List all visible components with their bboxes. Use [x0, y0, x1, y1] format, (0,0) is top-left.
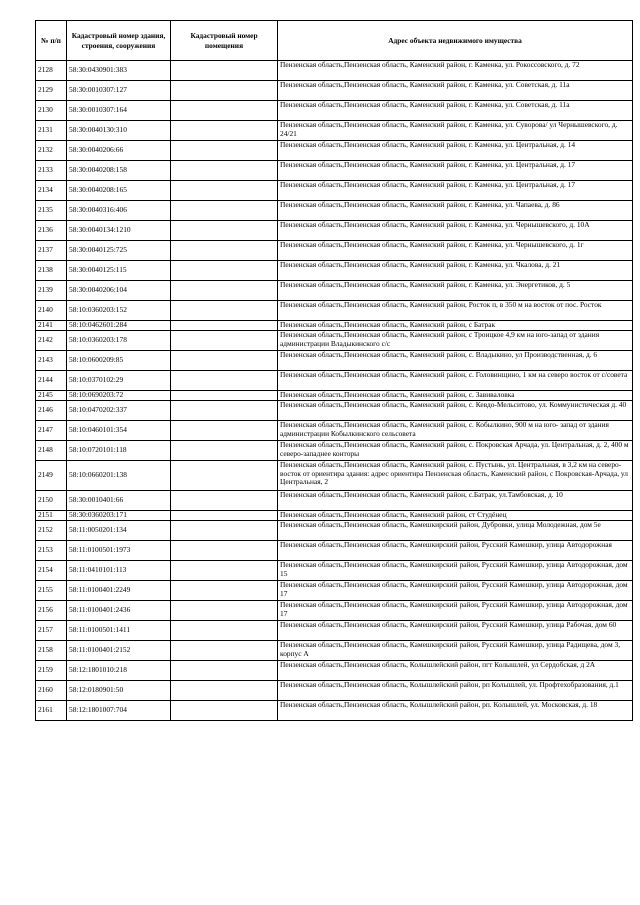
room-cadastral-number: [171, 101, 278, 121]
row-number: 2132: [36, 141, 67, 161]
table-row: [36, 141, 633, 161]
property-address: Пензенская область,Пензенская область, Камешкирский район, Русский Камешкир, улица Автодорожная: [278, 541, 633, 561]
table-row: [36, 351, 633, 371]
table-row: [36, 681, 633, 701]
room-cadastral-number: [171, 391, 278, 401]
room-cadastral-number: [171, 521, 278, 541]
property-address: Пензенская область,Пензенская область, Каменский район, с.Батрак, ул.Тамбовская, д. 10: [278, 491, 633, 511]
row-number: 2146: [36, 401, 67, 421]
table-row: [36, 101, 633, 121]
building-cadastral-number: 58:30:0040130:310: [67, 121, 171, 141]
building-cadastral-number: 58:12:0180901:50: [67, 681, 171, 701]
property-address: Пензенская область,Пензенская область, Каменский район, с. Завиваловка: [278, 391, 633, 401]
room-cadastral-number: [171, 371, 278, 391]
building-cadastral-number: 58:11:0410101:113: [67, 561, 171, 581]
building-cadastral-number: 58:10:0690203:72: [67, 391, 171, 401]
header-address: Адрес объекта недвижимого имущества: [278, 21, 633, 61]
header-building-cadastral: Кадастровый номер здания, строения, сооружения: [67, 21, 171, 61]
table-row: [36, 511, 633, 521]
room-cadastral-number: [171, 641, 278, 661]
row-number: 2142: [36, 331, 67, 351]
row-number: 2144: [36, 371, 67, 391]
table-row: [36, 641, 633, 661]
building-cadastral-number: 58:10:0370102:29: [67, 371, 171, 391]
property-address: Пензенская область,Пензенская область, Каменский район, г. Каменка, ул. Советская, д. 11а: [278, 101, 633, 121]
row-number: 2153: [36, 541, 67, 561]
row-number: 2161: [36, 701, 67, 721]
room-cadastral-number: [171, 441, 278, 461]
row-number: 2138: [36, 261, 67, 281]
header-number: № п/п: [36, 21, 67, 61]
building-cadastral-number: 58:10:0360203:178: [67, 331, 171, 351]
property-address: Пензенская область,Пензенская область, Камешкирский район, Дубровки, улица Молодежная, дом 5е: [278, 521, 633, 541]
table-row: [36, 461, 633, 491]
property-address: Пензенская область,Пензенская область, Каменский район, г. Каменка, ул. Энергетиков, д. 5: [278, 281, 633, 301]
property-address: Пензенская область,Пензенская область, Каменский район, с. Покровская Арчада, ул. Центральная, д. 2, 400 м северо-западнее конторы: [278, 441, 633, 461]
property-address: Пензенская область,Пензенская область, Каменский район, г. Каменка, ул. Центральная, д. 14: [278, 141, 633, 161]
room-cadastral-number: [171, 331, 278, 351]
table-row: [36, 421, 633, 441]
room-cadastral-number: [171, 161, 278, 181]
row-number: 2147: [36, 421, 67, 441]
table-row: [36, 661, 633, 681]
row-number: 2159: [36, 661, 67, 681]
table-row: [36, 491, 633, 511]
property-address: Пензенская область,Пензенская область, Каменский район, г. Каменка, ул. Чкалова, д. 21: [278, 261, 633, 281]
building-cadastral-number: 58:10:0470202:337: [67, 401, 171, 421]
property-address: Пензенская область,Пензенская область, Каменский район, г. Каменка, ул. Центральная, д. 17: [278, 181, 633, 201]
building-cadastral-number: 58:11:0100501:1411: [67, 621, 171, 641]
row-number: 2130: [36, 101, 67, 121]
room-cadastral-number: [171, 421, 278, 441]
table-row: [36, 281, 633, 301]
row-number: 2134: [36, 181, 67, 201]
property-address: Пензенская область,Пензенская область, Каменский район, г. Каменка, ул. Рокоссовского, д. 72: [278, 61, 633, 81]
table-row: [36, 61, 633, 81]
building-cadastral-number: 58:11:0050201:134: [67, 521, 171, 541]
building-cadastral-number: 58:10:0600209:85: [67, 351, 171, 371]
row-number: 2148: [36, 441, 67, 461]
row-number: 2129: [36, 81, 67, 101]
room-cadastral-number: [171, 561, 278, 581]
property-address: Пензенская область,Пензенская область, Каменский район, ст Студёнец: [278, 511, 633, 521]
property-address: Пензенская область,Пензенская область, Каменский район, г. Каменка, ул. Чернышевского, д. 10А: [278, 221, 633, 241]
building-cadastral-number: 58:30:0010307:127: [67, 81, 171, 101]
header-room-cadastral: Кадастровый номер помещения: [171, 21, 278, 61]
room-cadastral-number: [171, 491, 278, 511]
table-row: [36, 201, 633, 221]
row-number: 2152: [36, 521, 67, 541]
row-number: 2135: [36, 201, 67, 221]
property-address: Пензенская область,Пензенская область, Каменский район, с Троицкое 4,9 км на юго-запад от здания администрации Владыкинского с/с: [278, 331, 633, 351]
room-cadastral-number: [171, 511, 278, 521]
room-cadastral-number: [171, 701, 278, 721]
building-cadastral-number: 58:10:0360203:152: [67, 301, 171, 321]
building-cadastral-number: 58:30:0040208:165: [67, 181, 171, 201]
row-number: 2158: [36, 641, 67, 661]
building-cadastral-number: 58:10:0460101:354: [67, 421, 171, 441]
table-row: [36, 321, 633, 331]
row-number: 2157: [36, 621, 67, 641]
row-number: 2136: [36, 221, 67, 241]
property-address: Пензенская область,Пензенская область, Колышлейский район, рп. Колышлей, ул. Московская, д. 18: [278, 701, 633, 721]
room-cadastral-number: [171, 241, 278, 261]
table-row: [36, 221, 633, 241]
building-cadastral-number: 58:30:0040134:1210: [67, 221, 171, 241]
room-cadastral-number: [171, 461, 278, 491]
room-cadastral-number: [171, 261, 278, 281]
room-cadastral-number: [171, 541, 278, 561]
room-cadastral-number: [171, 81, 278, 101]
row-number: 2139: [36, 281, 67, 301]
property-address: Пензенская область,Пензенская область, Камешкирский район, Русский Камешкир, улица Автодорожная, дом 17: [278, 581, 633, 601]
document-page: [35, 20, 632, 721]
property-address: Пензенская область,Пензенская область, Каменский район, с. Владыкино, ул Производственная, д. 6: [278, 351, 633, 371]
table-row: [36, 161, 633, 181]
table-row: [36, 581, 633, 601]
building-cadastral-number: 58:30:0010401:66: [67, 491, 171, 511]
room-cadastral-number: [171, 221, 278, 241]
table-row: [36, 261, 633, 281]
room-cadastral-number: [171, 681, 278, 701]
property-table: [35, 20, 633, 721]
row-number: 2140: [36, 301, 67, 321]
table-row: [36, 601, 633, 621]
row-number: 2149: [36, 461, 67, 491]
building-cadastral-number: 58:30:0040125:115: [67, 261, 171, 281]
building-cadastral-number: 58:30:0430901:383: [67, 61, 171, 81]
table-row: [36, 521, 633, 541]
room-cadastral-number: [171, 181, 278, 201]
room-cadastral-number: [171, 351, 278, 371]
room-cadastral-number: [171, 121, 278, 141]
table-row: [36, 401, 633, 421]
building-cadastral-number: 58:30:0360203:171: [67, 511, 171, 521]
building-cadastral-number: 58:12:1801007:704: [67, 701, 171, 721]
property-address: Пензенская область,Пензенская область, Камешкирский район, Русский Камешкир, улица Автодорожная, дом 15: [278, 561, 633, 581]
row-number: 2128: [36, 61, 67, 81]
table-row: [36, 241, 633, 261]
table-row: [36, 541, 633, 561]
row-number: 2160: [36, 681, 67, 701]
building-cadastral-number: 58:10:0720101:118: [67, 441, 171, 461]
table-header-row: [36, 21, 633, 61]
row-number: 2154: [36, 561, 67, 581]
room-cadastral-number: [171, 661, 278, 681]
table-row: [36, 121, 633, 141]
room-cadastral-number: [171, 301, 278, 321]
row-number: 2131: [36, 121, 67, 141]
building-cadastral-number: 58:11:0100401:2436: [67, 601, 171, 621]
row-number: 2141: [36, 321, 67, 331]
table-row: [36, 441, 633, 461]
row-number: 2143: [36, 351, 67, 371]
room-cadastral-number: [171, 141, 278, 161]
building-cadastral-number: 58:12:1801010:218: [67, 661, 171, 681]
building-cadastral-number: 58:30:0040206:66: [67, 141, 171, 161]
building-cadastral-number: 58:30:0040316:406: [67, 201, 171, 221]
row-number: 2137: [36, 241, 67, 261]
property-address: Пензенская область,Пензенская область, Каменский район, г. Каменка, ул. Чернышевского, д. 1г: [278, 241, 633, 261]
table-row: [36, 331, 633, 351]
building-cadastral-number: 58:10:0462601:284: [67, 321, 171, 331]
row-number: 2155: [36, 581, 67, 601]
table-row: [36, 621, 633, 641]
row-number: 2133: [36, 161, 67, 181]
room-cadastral-number: [171, 621, 278, 641]
room-cadastral-number: [171, 61, 278, 81]
property-address: Пензенская область,Пензенская область, Каменский район, с Батрак: [278, 321, 633, 331]
building-cadastral-number: 58:30:0040206:104: [67, 281, 171, 301]
row-number: 2150: [36, 491, 67, 511]
property-address: Пензенская область,Пензенская область, Колышлейский район, пгт Колышлей, ул Сердобская, д 2А: [278, 661, 633, 681]
building-cadastral-number: 58:11:0100501:1973: [67, 541, 171, 561]
building-cadastral-number: 58:11:0100401:2152: [67, 641, 171, 661]
table-row: [36, 81, 633, 101]
room-cadastral-number: [171, 201, 278, 221]
room-cadastral-number: [171, 581, 278, 601]
property-address: Пензенская область,Пензенская область, Каменский район, г. Каменка, ул. Чапаева, д. 86: [278, 201, 633, 221]
property-address: Пензенская область,Пензенская область, Каменский район, г. Каменка, ул. Советская, д. 11а: [278, 81, 633, 101]
building-cadastral-number: 58:10:0660201:138: [67, 461, 171, 491]
row-number: 2156: [36, 601, 67, 621]
room-cadastral-number: [171, 321, 278, 331]
property-address: Пензенская область,Пензенская область, Камешкирский район, Русский Камешкир, улица Рабочая, дом 60: [278, 621, 633, 641]
row-number: 2145: [36, 391, 67, 401]
property-address: Пензенская область,Пензенская область, Каменский район, с. Головинщино, 1 км на северо восток от с/совета: [278, 371, 633, 391]
room-cadastral-number: [171, 281, 278, 301]
room-cadastral-number: [171, 601, 278, 621]
table-row: [36, 391, 633, 401]
building-cadastral-number: 58:30:0010307:164: [67, 101, 171, 121]
table-row: [36, 561, 633, 581]
table-row: [36, 301, 633, 321]
table-row: [36, 701, 633, 721]
property-address: Пензенская область,Пензенская область, Каменский район, с. Кобылкино, 900 м на юго- запад от здания администрации Кобылкинского сельсовета: [278, 421, 633, 441]
table-body: [36, 61, 633, 721]
row-number: 2151: [36, 511, 67, 521]
building-cadastral-number: 58:30:0040125:725: [67, 241, 171, 261]
table-row: [36, 181, 633, 201]
property-address: Пензенская область,Пензенская область, Каменский район, г. Каменка, ул. Суворова/ ул Чернышевского, д. 24/21: [278, 121, 633, 141]
property-address: Пензенская область,Пензенская область, Каменский район, с. Кевдо-Мельситово, ул. Коммунистическая д. 40: [278, 401, 633, 421]
property-address: Пензенская область,Пензенская область, Камешкирский район, Русский Камешкир, улица Автодорожная, дом 17: [278, 601, 633, 621]
room-cadastral-number: [171, 401, 278, 421]
property-address: Пензенская область,Пензенская область, Колышлейский район, рп Колышлей, ул. Профтехобразования, д.1: [278, 681, 633, 701]
property-address: Пензенская область,Пензенская область, Камешкирский район, Русский Камешкир, улица Радищева, дом 3, корпус А: [278, 641, 633, 661]
property-address: Пензенская область,Пензенская область, Каменский район, г. Каменка, ул. Центральная, д. 17: [278, 161, 633, 181]
property-address: Пензенская область,Пензенская область, Каменский район, с. Пустынь, ул. Центральная, в 3,2 км на северо-восток от ориентира здания: адрес ориентира Пензенская область, Каменский район, с Покровская-Арчада, ул Центральная, 2: [278, 461, 633, 491]
building-cadastral-number: 58:11:0100401:2249: [67, 581, 171, 601]
property-address: Пензенская область,Пензенская область, Каменский район, Росток п, в 350 м на восток от пос. Росток: [278, 301, 633, 321]
table-row: [36, 371, 633, 391]
building-cadastral-number: 58:30:0040208:158: [67, 161, 171, 181]
